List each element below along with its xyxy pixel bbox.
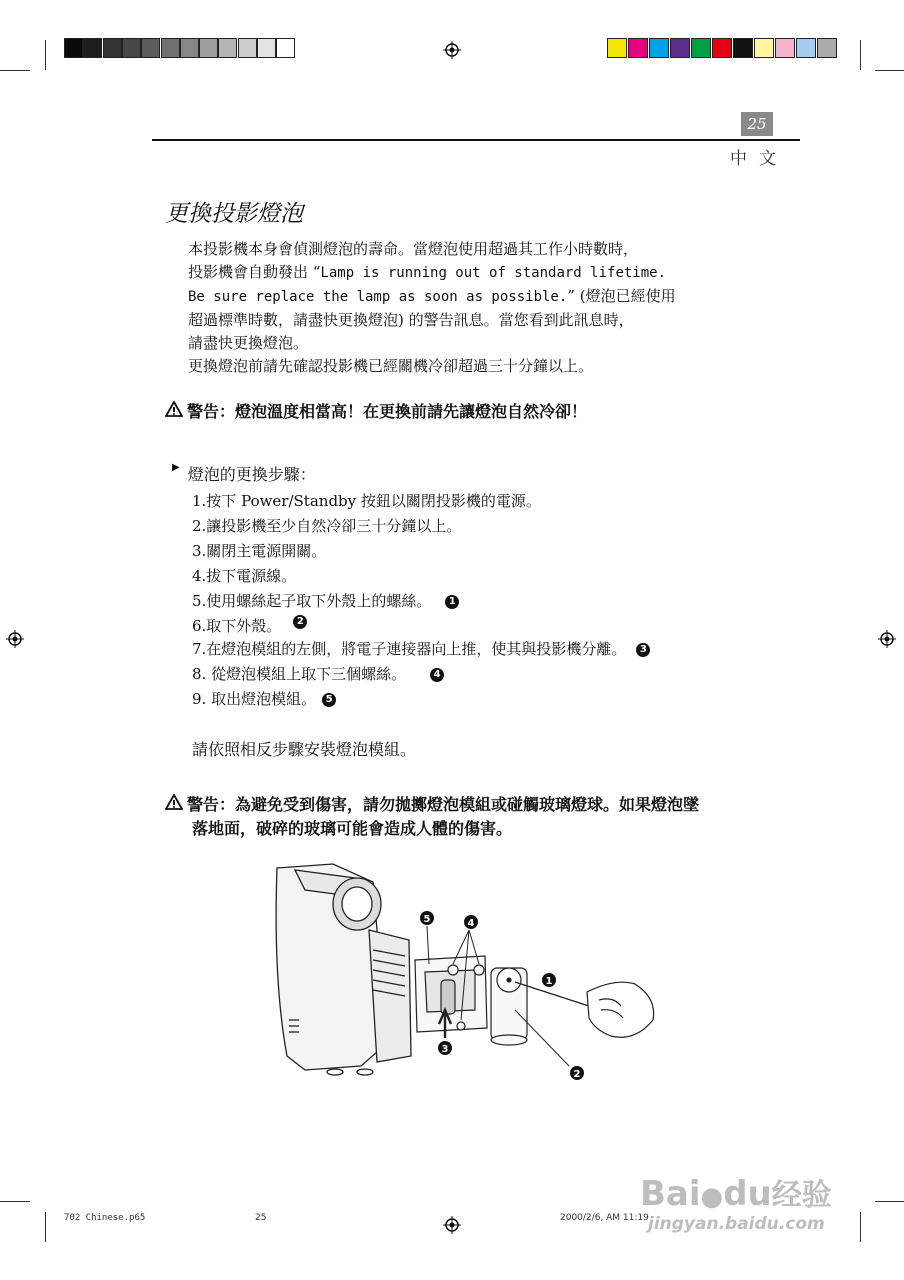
intro-line: 本投影機本身會偵測燈泡的壽命。當燈泡使用超過其工作小時數時， (188, 240, 639, 258)
step-text: 4.拔下電源線。 (192, 567, 297, 585)
gray-swatch (83, 38, 102, 58)
gray-swatch (64, 38, 83, 58)
warning-line (165, 793, 699, 817)
crop-mark (0, 1201, 30, 1202)
color-swatch (628, 38, 648, 58)
registration-mark-icon (443, 41, 461, 59)
intro-line: 超過標準時數，請盡快更換燈泡) 的警告訊息。當您看到此訊息時， (188, 311, 634, 329)
callout-5-icon (420, 911, 434, 925)
warning-glass (165, 793, 699, 841)
step-item (192, 540, 326, 561)
crop-mark (875, 70, 904, 71)
steps-heading-text: 燈泡的更換步驟： (187, 465, 316, 484)
step-callout-icon: 3 (636, 643, 650, 657)
color-swatch (817, 38, 837, 58)
color-swatch (775, 38, 795, 58)
crop-mark (45, 40, 46, 70)
step-text: 7.在燈泡模組的左側，將電子連接器向上推，使其與投影機分離。 (192, 640, 627, 658)
step-text: 2.讓投影機至少自然冷卻三十分鐘以上。 (192, 517, 462, 535)
gray-swatch (103, 38, 122, 58)
lamp-message-text: Lamp is running out of standard lifetime. (320, 265, 667, 281)
callout-4-icon (464, 915, 478, 929)
crop-mark (0, 70, 30, 71)
page-title: 更換投影燈泡 (165, 201, 303, 227)
watermark-logo (640, 1170, 832, 1214)
gray-swatch (238, 38, 257, 58)
intro-line: 更換燈泡前請先確認投影機已經關機冷卻超過三十分鐘以上。 (188, 357, 594, 375)
intro-line (188, 261, 676, 285)
steps-heading (172, 462, 316, 485)
step-item (192, 515, 461, 536)
color-swatch (670, 38, 690, 58)
page-number-badge: 25 (741, 112, 773, 136)
gray-swatch (122, 38, 141, 58)
warning-triangle-icon (165, 793, 187, 817)
watermark-brand: Bai (640, 1174, 701, 1214)
crop-mark (860, 40, 861, 70)
gray-swatch (257, 38, 276, 58)
projector-illustration (276, 864, 411, 1075)
gray-swatch (161, 38, 180, 58)
registration-mark-icon (6, 630, 24, 648)
intro-paragraph (188, 238, 676, 378)
gray-swatch (276, 38, 295, 58)
color-swatch (733, 38, 753, 58)
callout-1-icon (542, 973, 556, 987)
step-item (192, 590, 459, 611)
intro-text: ” (燈泡已經使用 (567, 287, 676, 305)
step-item (192, 663, 444, 684)
footer-filename: 702 Chinese.p65 (64, 1213, 146, 1223)
callout-label: 4 (467, 918, 475, 929)
step-callout-icon: 5 (322, 693, 336, 707)
gray-swatch (199, 38, 218, 58)
lamp-replacement-diagram (265, 860, 665, 1090)
lamp-message-text: Be sure replace the lamp as soon as possible. (188, 289, 568, 305)
registration-mark-icon (878, 630, 896, 648)
gray-swatch (218, 38, 237, 58)
color-swatch (796, 38, 816, 58)
gray-swatch (180, 38, 199, 58)
watermark-url: jingyan.baidu.com (648, 1214, 825, 1234)
footer-date: 2000/2/6, AM 11:19 (560, 1213, 649, 1223)
step-text: 8. 從燈泡模組上取下三個螺絲。 (192, 665, 407, 683)
footer-page: 25 (255, 1213, 267, 1223)
callout-label: 2 (573, 1069, 581, 1080)
step-item (192, 688, 336, 709)
step-callout-icon: 4 (430, 668, 444, 682)
warning-line: 落地面，破碎的玻璃可能會造成人體的傷害。 (192, 819, 513, 838)
step-item (192, 490, 541, 511)
lamp-cover-illustration (491, 968, 527, 1045)
color-swatch (691, 38, 711, 58)
step-item (192, 565, 296, 586)
lamp-module-illustration (415, 956, 487, 1038)
intro-line: 請盡快更換燈泡。 (188, 334, 309, 352)
callout-label: 5 (423, 914, 431, 925)
color-swatch (754, 38, 774, 58)
crop-mark (860, 1212, 861, 1242)
intro-line (188, 285, 676, 309)
registration-mark-icon (443, 1216, 461, 1234)
callout-3-icon (438, 1041, 452, 1055)
step-text: 1.按下 Power/Standby 按鈕以關閉投影機的電源。 (192, 492, 541, 510)
step-callout-icon: 1 (445, 595, 459, 609)
step-text: 5.使用螺絲起子取下外殼上的螺絲。 (192, 592, 432, 610)
gray-swatch (141, 38, 160, 58)
warning-text: 警告：燈泡溫度相當高！在更換前請先讓燈泡自然冷卻！ (187, 402, 588, 421)
callout-2-icon (570, 1066, 584, 1080)
callout-label: 1 (545, 976, 553, 987)
callout-label: 3 (441, 1044, 449, 1055)
reassemble-note: 請依照相反步驟安裝燈泡模組。 (192, 740, 417, 759)
paw-icon: ● (700, 1182, 724, 1212)
warning-hot-lamp (165, 400, 587, 424)
step-item (192, 615, 307, 636)
warning-triangle-icon (165, 400, 187, 424)
language-label: 中文 (730, 149, 788, 169)
intro-text: 投影機會自動發出 “ (188, 263, 321, 281)
step-text: 9. 取出燈泡模組。 (192, 690, 317, 708)
step-item (192, 638, 650, 659)
color-swatch (649, 38, 669, 58)
crop-mark (45, 1212, 46, 1242)
watermark-brand: du (723, 1174, 772, 1214)
color-swatch (712, 38, 732, 58)
header-rule (152, 139, 800, 141)
crop-mark (875, 1201, 904, 1202)
step-callout-icon: 2 (293, 615, 307, 629)
watermark-brand: 经验 (771, 1178, 832, 1213)
bullet-triangle-icon: ▶ (172, 462, 180, 473)
screwdriver-hand-illustration (515, 982, 654, 1037)
step-text: 6.取下外殼。 (192, 617, 282, 635)
color-swatch (607, 38, 627, 58)
step-text: 3.關閉主電源開關。 (192, 542, 327, 560)
warning-text: 警告：為避免受到傷害，請勿拋擲燈泡模組或碰觸玻璃燈球。如果燈泡墜 (187, 795, 700, 814)
